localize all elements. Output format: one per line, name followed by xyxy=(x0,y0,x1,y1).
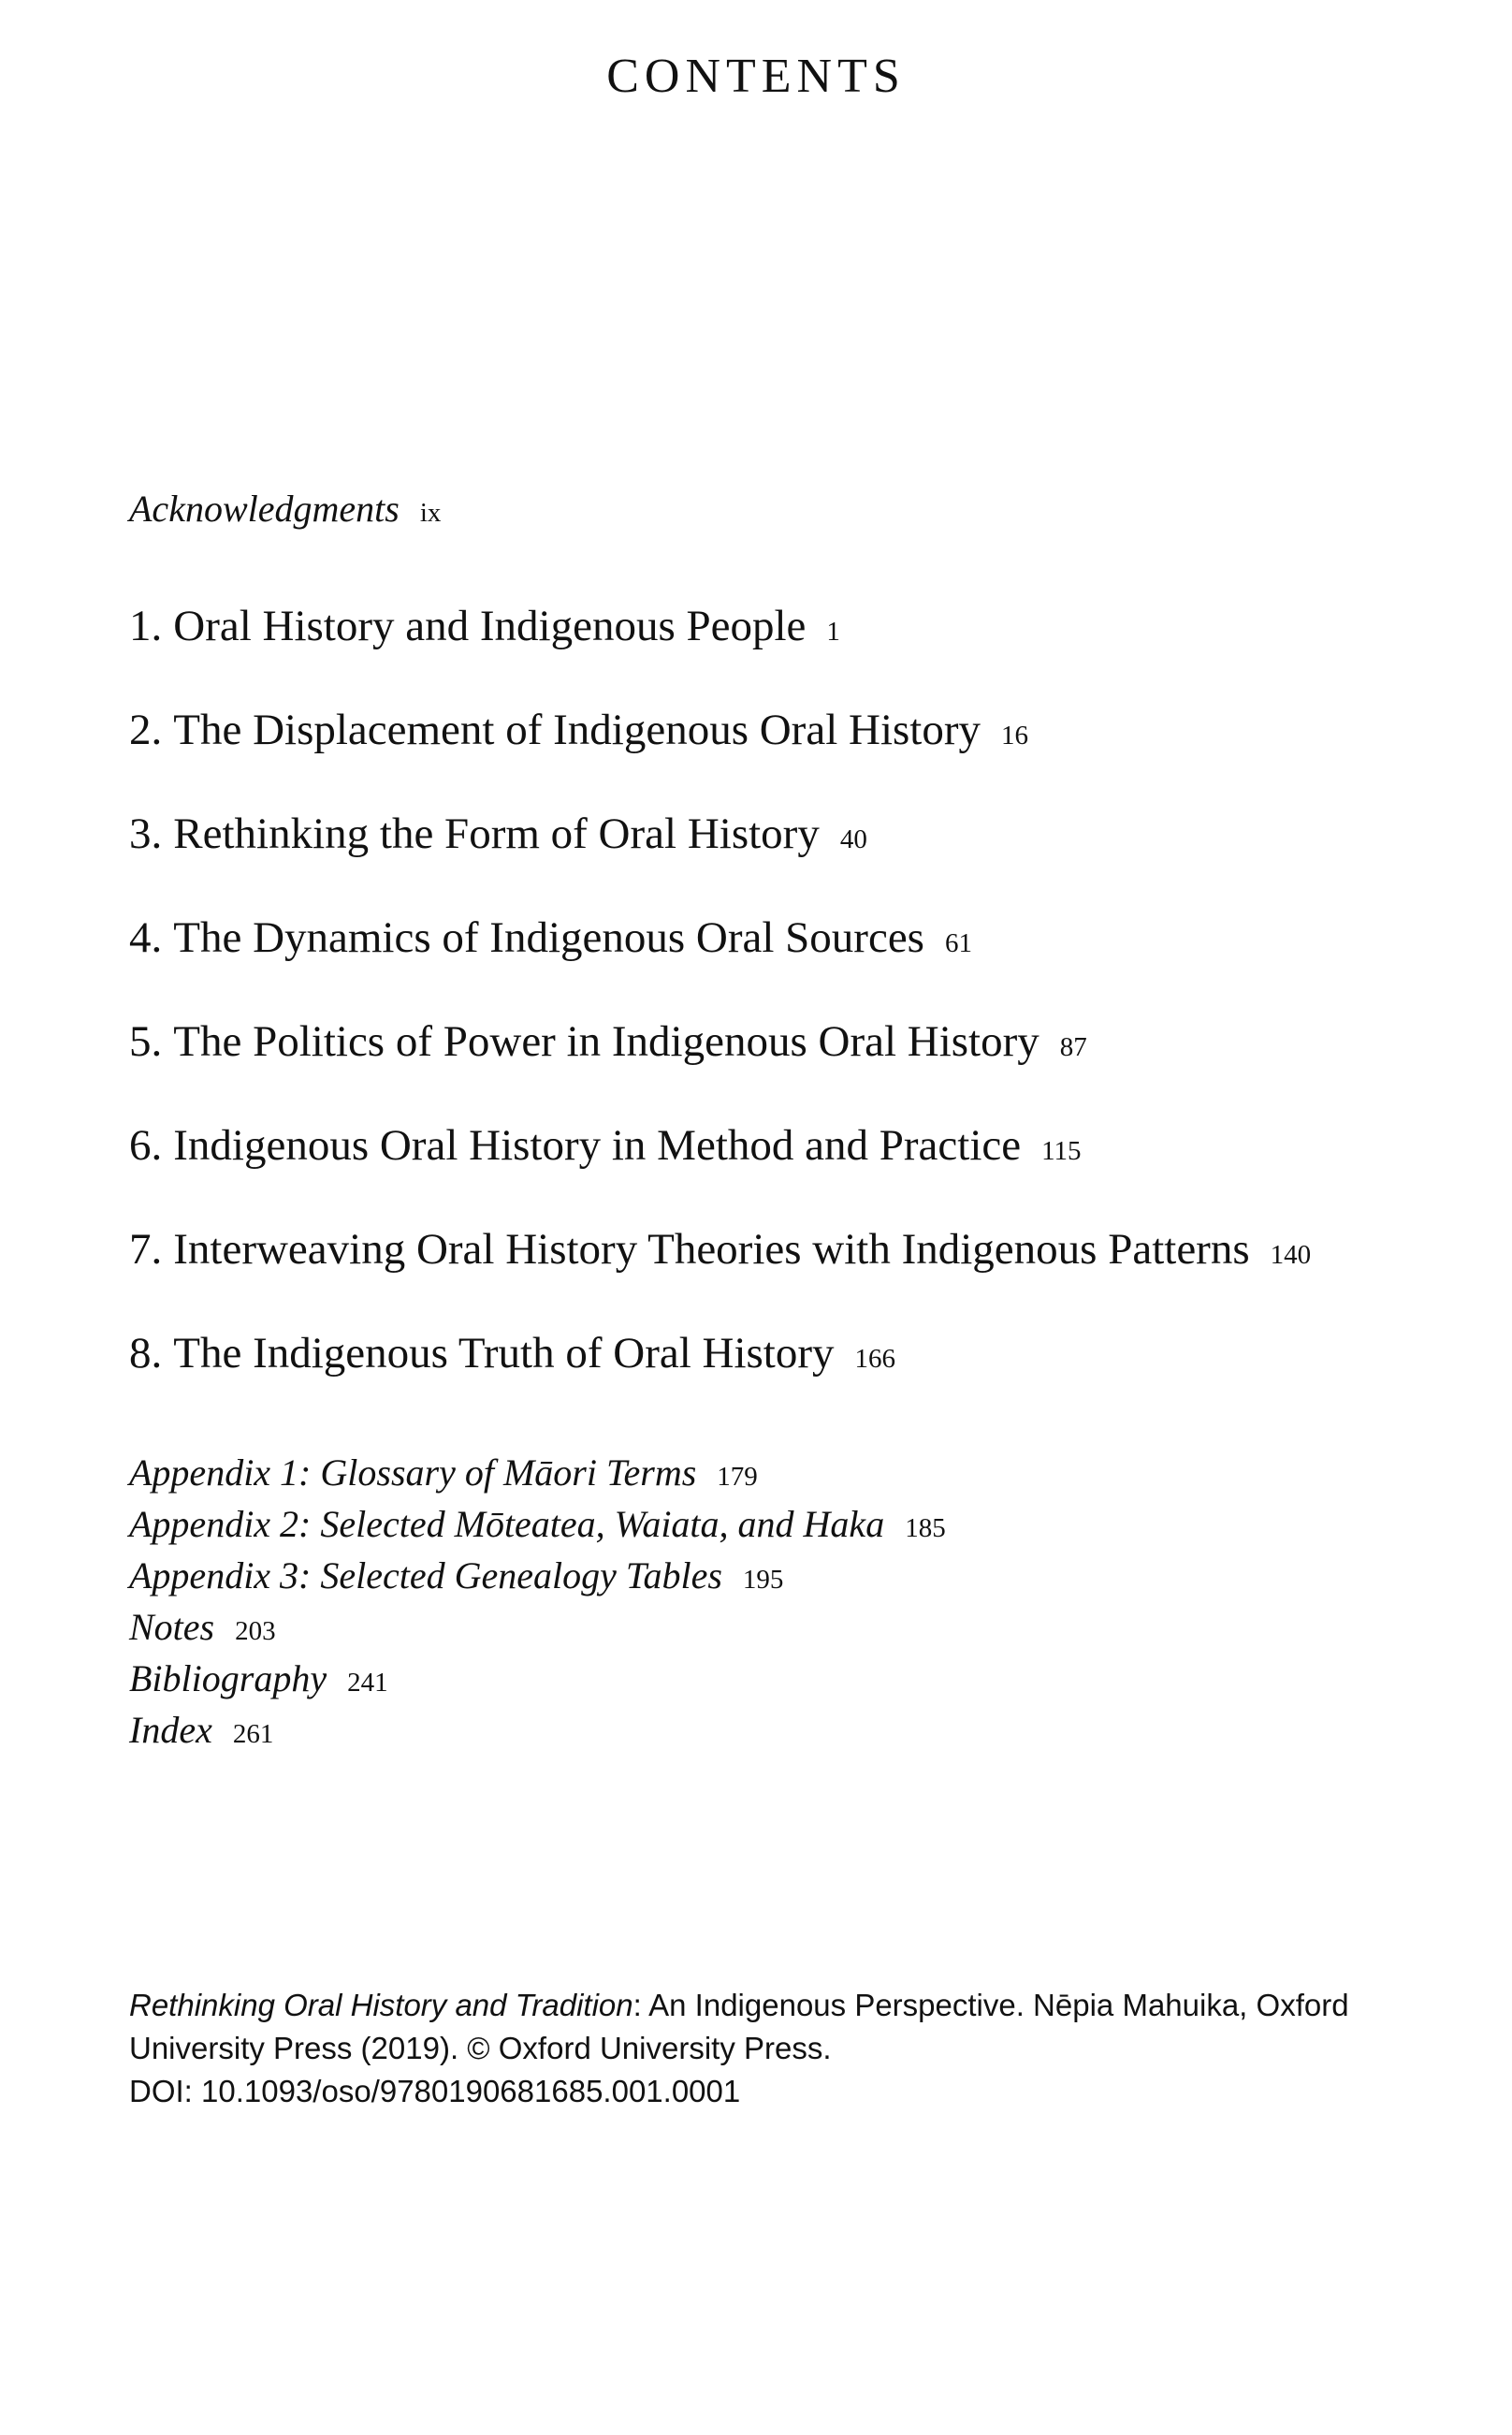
chapter-number: 7. xyxy=(129,1225,163,1274)
toc-page-number: 1 xyxy=(826,617,840,647)
toc-chapter-6[interactable] xyxy=(129,1120,1082,1171)
toc-entry-bibliography[interactable] xyxy=(129,1656,388,1700)
toc-page-number: 16 xyxy=(1001,721,1029,751)
toc-entry-label: Appendix 2: Selected Mōteatea, Waiata, and Haka xyxy=(129,1503,885,1545)
citation-book-title: Rethinking Oral History and Tradition xyxy=(129,1988,633,2022)
toc-chapter-3[interactable] xyxy=(129,809,867,859)
toc-page-number: 203 xyxy=(235,1616,276,1646)
toc-chapter-2[interactable] xyxy=(129,705,1028,755)
chapter-title: Indigenous Oral History in Method and Practice xyxy=(173,1121,1022,1170)
toc-page-number: 195 xyxy=(742,1565,784,1595)
toc-entry-label: Appendix 1: Glossary of Māori Terms xyxy=(129,1451,697,1494)
toc-entry-acknowledgments[interactable] xyxy=(129,487,441,531)
citation-line-2: University Press (2019). © Oxford University Press. xyxy=(129,2031,832,2065)
chapter-title: Oral History and Indigenous People xyxy=(173,602,807,650)
toc-entry-label: Appendix 3: Selected Genealogy Tables xyxy=(129,1554,722,1597)
toc-chapter-7[interactable] xyxy=(129,1224,1311,1275)
toc-chapter-8[interactable] xyxy=(129,1328,895,1378)
toc-page-number: 185 xyxy=(905,1513,946,1543)
page-title: CONTENTS xyxy=(606,50,906,103)
chapter-number: 2. xyxy=(129,706,163,754)
toc-entry-label: Notes xyxy=(129,1606,215,1648)
chapter-title: The Dynamics of Indigenous Oral Sources xyxy=(173,913,924,962)
chapter-title: The Displacement of Indigenous Oral History xyxy=(173,706,981,754)
chapter-title: The Indigenous Truth of Oral History xyxy=(173,1329,835,1378)
chapter-number: 5. xyxy=(129,1017,163,1066)
toc-entry-appendix-1[interactable] xyxy=(129,1451,758,1495)
toc-entry-label: Index xyxy=(129,1709,212,1751)
toc-chapter-4[interactable] xyxy=(129,912,972,963)
toc-page-number: 61 xyxy=(944,928,972,958)
toc-entry-index[interactable] xyxy=(129,1708,273,1752)
chapter-title: Interweaving Oral History Theories with Indigenous Patterns xyxy=(173,1225,1250,1274)
citation-block xyxy=(129,1984,1420,2113)
chapter-title: Rethinking the Form of Oral History xyxy=(173,809,820,858)
toc-page-number: 40 xyxy=(839,824,867,854)
toc-entry-label: Acknowledgments xyxy=(129,488,400,530)
toc-entry-notes[interactable] xyxy=(129,1605,276,1649)
toc-page-number: 166 xyxy=(854,1344,896,1374)
toc-entry-appendix-3[interactable] xyxy=(129,1553,783,1597)
chapter-number: 3. xyxy=(129,809,163,858)
toc-page-number: 261 xyxy=(232,1719,274,1749)
chapter-title: The Politics of Power in Indigenous Oral History xyxy=(173,1017,1040,1066)
chapter-number: 1. xyxy=(129,602,163,650)
citation-subtitle-author: : An Indigenous Perspective. Nēpia Mahuika, Oxford xyxy=(632,1988,1349,2022)
toc-chapter-1[interactable] xyxy=(129,601,840,651)
toc-page-number: 241 xyxy=(347,1668,388,1698)
citation-doi: DOI: 10.1093/oso/9780190681685.001.0001 xyxy=(129,2074,741,2108)
chapter-number: 8. xyxy=(129,1329,163,1378)
toc-page-number: 140 xyxy=(1270,1240,1312,1270)
chapter-number: 6. xyxy=(129,1121,163,1170)
toc-page-number: ix xyxy=(419,498,442,528)
toc-page-number: 179 xyxy=(717,1462,758,1492)
chapter-number: 4. xyxy=(129,913,163,962)
toc-entry-label: Bibliography xyxy=(129,1657,327,1699)
toc-entry-appendix-2[interactable] xyxy=(129,1502,946,1546)
toc-chapter-5[interactable] xyxy=(129,1016,1087,1067)
toc-page-number: 87 xyxy=(1059,1032,1087,1062)
citation-line-1 xyxy=(129,1984,1420,2027)
toc-page-number: 115 xyxy=(1041,1136,1082,1166)
